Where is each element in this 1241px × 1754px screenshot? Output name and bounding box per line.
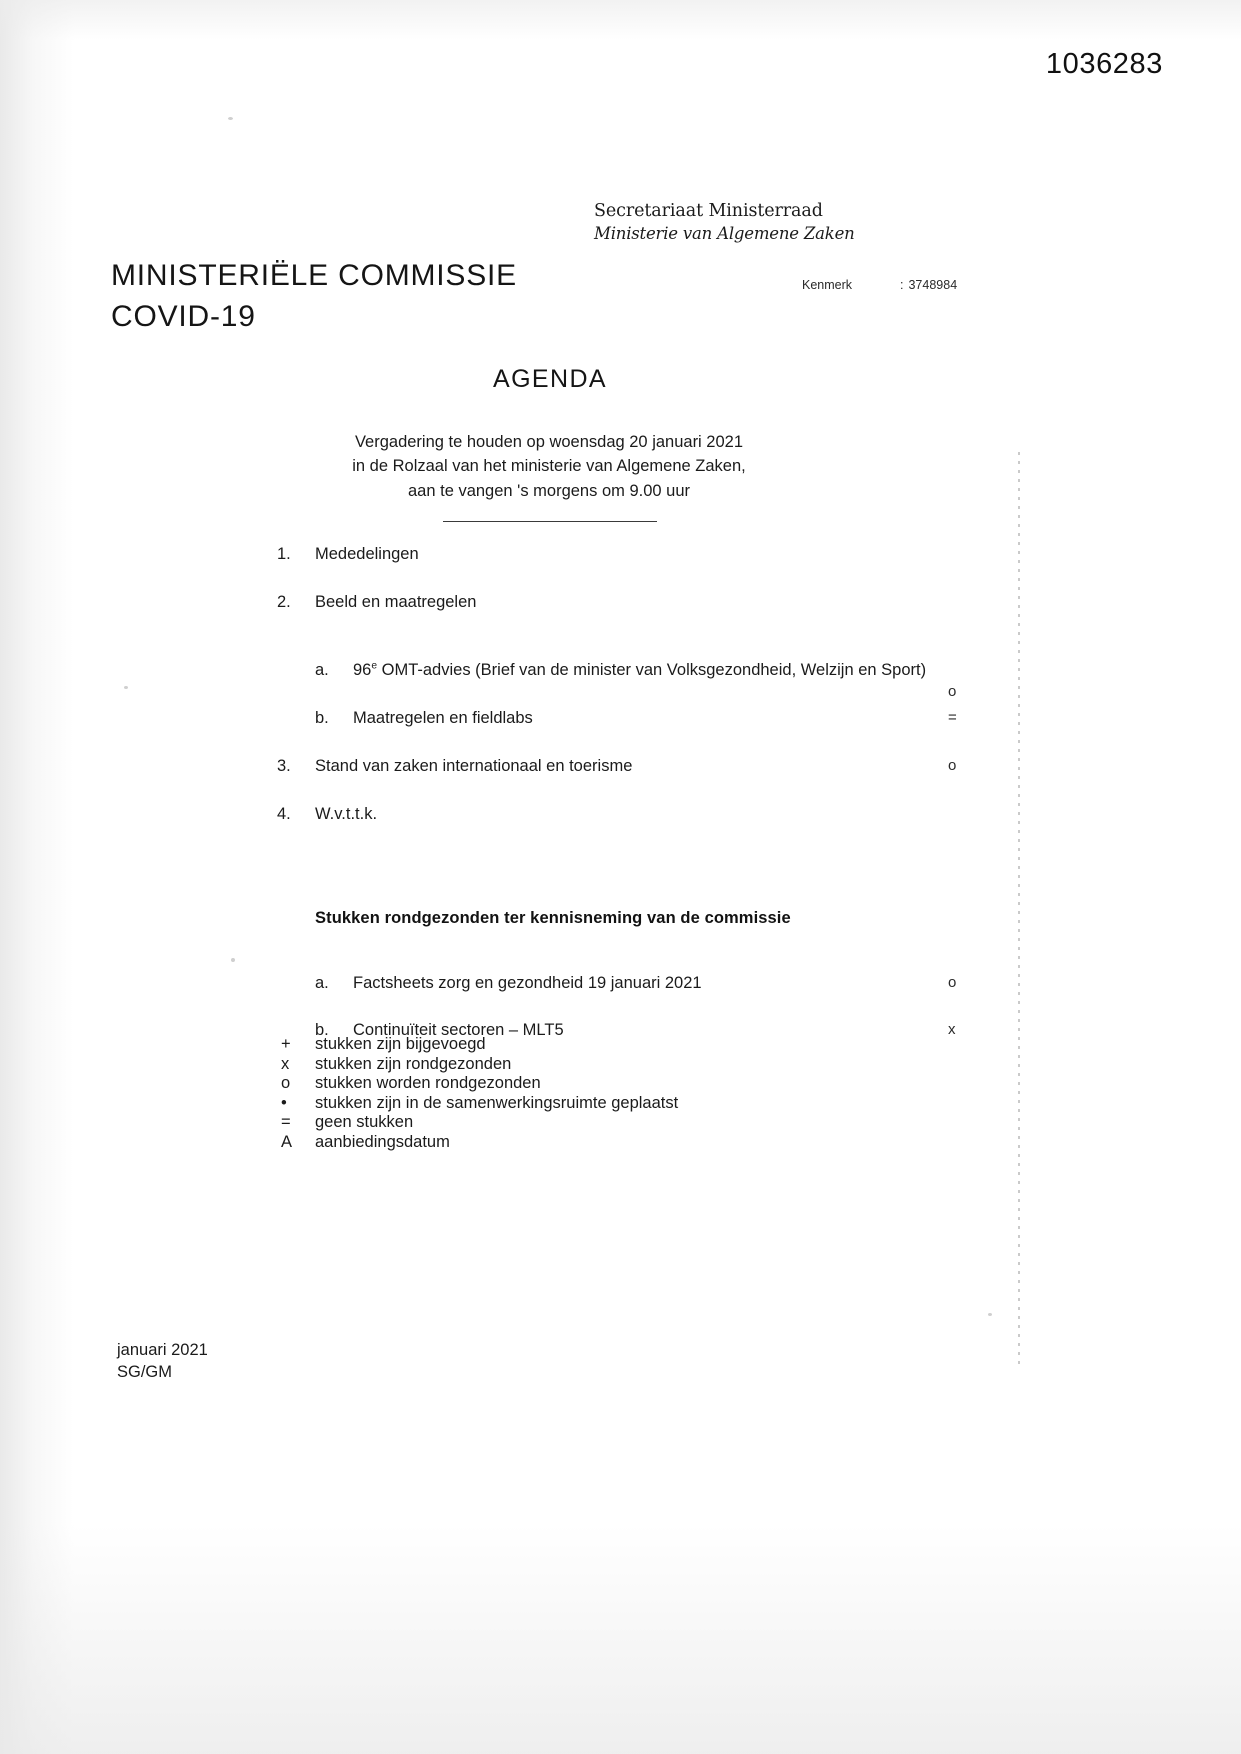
spacer xyxy=(0,567,1241,591)
agenda-item-list xyxy=(0,543,1241,1043)
circulated-item-letter: b. xyxy=(315,1021,329,1040)
page-title-line-1: MINISTERIËLE COMMISSIE xyxy=(111,259,517,292)
circulated-item xyxy=(0,972,1241,996)
agenda-subitem-label-rest: OMT-advies (Brief van de minister van Volksgezondheid, Welzijn en Sport) xyxy=(377,660,927,679)
spacer xyxy=(0,885,1241,909)
legend-symbol-x: x xyxy=(281,1054,290,1073)
legend-description: geen stukken xyxy=(315,1113,414,1131)
agenda-item-number: 4. xyxy=(277,804,291,823)
footer-author: SG/GM xyxy=(117,1362,173,1381)
agenda-item-label: W.v.t.t.k. xyxy=(315,804,378,823)
agenda-subitem-label: Maatregelen en fieldlabs xyxy=(353,708,533,727)
legend-description: stukken zijn in de samenwerkingsruimte geplaatst xyxy=(315,1093,679,1112)
agenda-subitem xyxy=(0,659,1241,700)
spacer xyxy=(0,615,1241,659)
page-title xyxy=(111,255,517,338)
letterhead-organisation: Secretariaat Ministerraad xyxy=(594,201,823,221)
scan-edge-shading-top xyxy=(0,0,1241,40)
spacer xyxy=(0,995,1241,1019)
legend-row xyxy=(0,1055,1241,1075)
agenda-item-number: 2. xyxy=(277,592,291,611)
legend-symbol-bullet: • xyxy=(281,1093,287,1112)
letterhead-ministry: Ministerie van Algemene Zaken xyxy=(594,223,855,243)
legend-symbol-o: o xyxy=(281,1074,291,1092)
spacer xyxy=(0,731,1241,755)
document-footer xyxy=(117,1340,208,1384)
legend-description: stukken zijn bijgevoegd xyxy=(315,1035,486,1053)
section-heading-circulated-documents: Stukken rondgezonden ter kennisneming van de commissie xyxy=(315,908,791,927)
agenda-subitem-status: o xyxy=(948,682,957,700)
spacer xyxy=(0,928,1241,972)
agenda-item-label: Beeld en maatregelen xyxy=(315,592,477,611)
reference-field xyxy=(802,278,957,292)
agenda-item-label: Stand van zaken internationaal en toerisme xyxy=(315,756,633,775)
agenda-item xyxy=(0,803,1241,827)
meeting-details-line-3: aan te vangen 's morgens om 9.00 uur xyxy=(408,481,690,500)
legend-description: stukken worden rondgezonden xyxy=(315,1074,541,1092)
agenda-subitem-letter: b. xyxy=(315,708,329,727)
circulated-item-label: Factsheets zorg en gezondheid 19 januari 2021 xyxy=(353,973,702,992)
footer-date: januari 2021 xyxy=(117,1341,208,1359)
legend-description: stukken zijn rondgezonden xyxy=(315,1054,512,1073)
legend-symbol-plus: + xyxy=(281,1035,291,1053)
page-title-line-2: COVID-19 xyxy=(111,300,256,334)
circulated-item-letter: a. xyxy=(315,973,329,992)
scan-speck xyxy=(228,117,233,120)
legend-symbol-equals: = xyxy=(281,1113,291,1131)
meeting-details xyxy=(0,430,1098,503)
agenda-heading: AGENDA xyxy=(493,365,607,393)
agenda-item xyxy=(0,755,1241,779)
circulated-item-label: Continuïteit sectoren – MLT5 xyxy=(353,1021,564,1040)
spacer xyxy=(0,779,1241,803)
agenda-subitem-label xyxy=(353,659,926,683)
legend-symbol-a: A xyxy=(281,1132,293,1151)
agenda-subitem-label-superscript: e xyxy=(371,660,378,672)
meeting-details-line-2: in de Rolzaal van het ministerie van Algemene Zaken, xyxy=(352,457,746,476)
legend-row xyxy=(0,1074,1241,1094)
agenda-item-label: Mededelingen xyxy=(315,545,419,563)
circulated-item-status: o xyxy=(948,973,957,991)
document-number: 1036283 xyxy=(1045,48,1163,80)
agenda-item-number: 1. xyxy=(277,545,291,563)
meeting-details-line-1: Vergadering te houden op woensdag 20 januari 2021 xyxy=(354,433,744,451)
agenda-item xyxy=(0,543,1241,567)
agenda-item-number: 3. xyxy=(277,756,291,775)
reference-value: 3748984 xyxy=(908,278,958,292)
reference-label: Kenmerk xyxy=(802,278,853,292)
legend-row xyxy=(0,1035,1241,1055)
agenda-subitem-letter: a. xyxy=(315,660,329,679)
horizontal-rule xyxy=(443,521,657,522)
legend-row xyxy=(0,1094,1241,1114)
legend-row xyxy=(0,1113,1241,1133)
circulated-item-status: x xyxy=(948,1021,956,1039)
letterhead xyxy=(594,200,855,244)
legend-description: aanbiedingsdatum xyxy=(315,1132,450,1151)
legend-row xyxy=(0,1133,1241,1153)
agenda-subitem-status: = xyxy=(948,708,957,726)
agenda-item-status: o xyxy=(948,756,957,774)
legend-symbol-key xyxy=(0,1035,1241,1152)
scan-speck xyxy=(988,1313,992,1316)
reference-separator: : xyxy=(900,278,904,292)
agenda-item xyxy=(0,591,1241,615)
agenda-subitem-label-prefix: 96 xyxy=(353,660,372,679)
spacer xyxy=(0,827,1241,885)
agenda-subitem xyxy=(0,707,1241,731)
scan-edge-shading-bottom xyxy=(0,1524,1241,1754)
spacer xyxy=(0,683,1241,707)
